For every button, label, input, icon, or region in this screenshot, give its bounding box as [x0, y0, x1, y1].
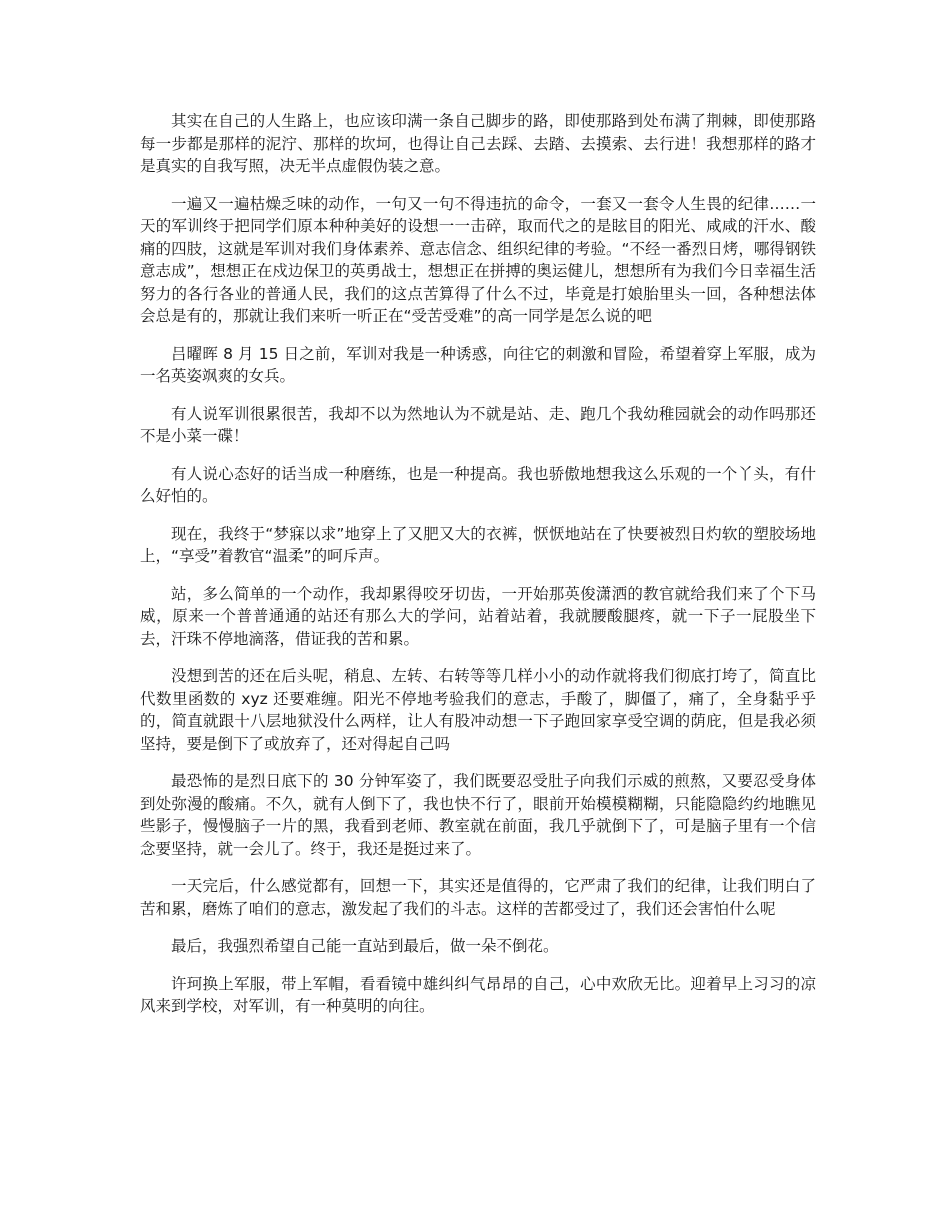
paragraph: 没想到苦的还在后头呢，稍息、左转、右转等等几样小小的动作就将我们彻底打垮了，简直比代数里函数的 xyz 还要难缠。阳光不停地考验我们的意志，手酸了，脚僵了，痛了，全身黏乎乎的，简直就跟十八层地狱没什么两样，让人有股冲动想一下子跑回家享受空调的荫庇，但是我必须坚持，要是倒下了或放弃了，还对得起自己吗 — [140, 667, 816, 753]
paragraph: 其实在自己的人生路上，也应该印满一条自己脚步的路，即使那路到处布满了荆棘，即使那路每一步都是那样的泥泞、那样的坎坷，也得让自己去踩、去踏、去摸索、去行进！我想那样的路才是真实的自我写照，决无半点虚假伪装之意。 — [140, 112, 816, 175]
document-body — [140, 110, 816, 1033]
paragraph: 许珂换上军服，带上军帽，看看镜中雄纠纠气昂昂的自己，心中欢欣无比。迎着早上习习的凉风来到学校，对军训，有一种莫明的向往。 — [140, 974, 816, 1015]
paragraph: 现在，我终于“梦寐以求”地穿上了又肥又大的衣裤，恹恹地站在了快要被烈日灼软的塑胶场地上，“享受”着教官“温柔”的呵斥声。 — [140, 524, 816, 565]
paragraph: 最恐怖的是烈日底下的 30 分钟军姿了，我们既要忍受肚子向我们示威的煎熬，又要忍受身体到处弥漫的酸痛。不久，就有人倒下了，我也快不行了，眼前开始模模糊糊，只能隐隐约约地瞧见些影子，慢慢脑子一片的黑，我看到老师、教室就在前面，我几乎就倒下了，可是脑子里有一个信念要坚持，就一会儿了。终于，我还是挺过来了。 — [140, 772, 816, 858]
paragraph: 有人说军训很累很苦，我却不以为然地认为不就是站、走、跑几个我幼稚园就会的动作吗那还不是小菜一碟！ — [140, 404, 816, 445]
paragraph: 最后，我强烈希望自己能一直站到最后，做一朵不倒花。 — [171, 937, 559, 955]
paragraph: 吕曜晖 8 月 15 日之前，军训对我是一种诱惑，向往它的刺激和冒险，希望着穿上军服，成为一名英姿飒爽的女兵。 — [140, 344, 816, 385]
paragraph: 一天完后，什么感觉都有，回想一下，其实还是值得的，它严肃了我们的纪律，让我们明白了苦和累，磨炼了咱们的意志，激发起了我们的斗志。这样的苦都受过了，我们还会害怕什么呢 — [140, 877, 816, 918]
paragraph: 有人说心态好的话当成一种磨练，也是一种提高。我也骄傲地想我这么乐观的一个丫头，有什么好怕的。 — [140, 464, 816, 505]
paragraph: 一遍又一遍枯燥乏味的动作，一句又一句不得违抗的命令，一套又一套令人生畏的纪律……一天的军训终于把同学们原本种种美好的设想一一击碎，取而代之的是眩目的阳光、咸咸的汗水、酸痛的四肢，这就是军训对我们身体素养、意志信念、组织纪律的考验。“不经一番烈日烤，哪得钢铁意志成”，想想正在戍边保卫的英勇战士，想想正在拼搏的奥运健儿，想想所有为我们今日幸福生活努力的各行各业的普通人民，我们的这点苦算得了什么不过，毕竟是打娘胎里头一回，各种想法体会总是有的，那就让我们来听一听正在“受苦受难”的高一同学是怎么说的吧 — [140, 194, 816, 325]
paragraph: 站，多么简单的一个动作，我却累得咬牙切齿，一开始那英俊潇洒的教官就给我们来了个下马威，原来一个普普通通的站还有那么大的学问，站着站着，我就腰酸腿疼，就一下子一屁股坐下去，汗珠不停地滴落，借证我的苦和累。 — [140, 584, 816, 648]
